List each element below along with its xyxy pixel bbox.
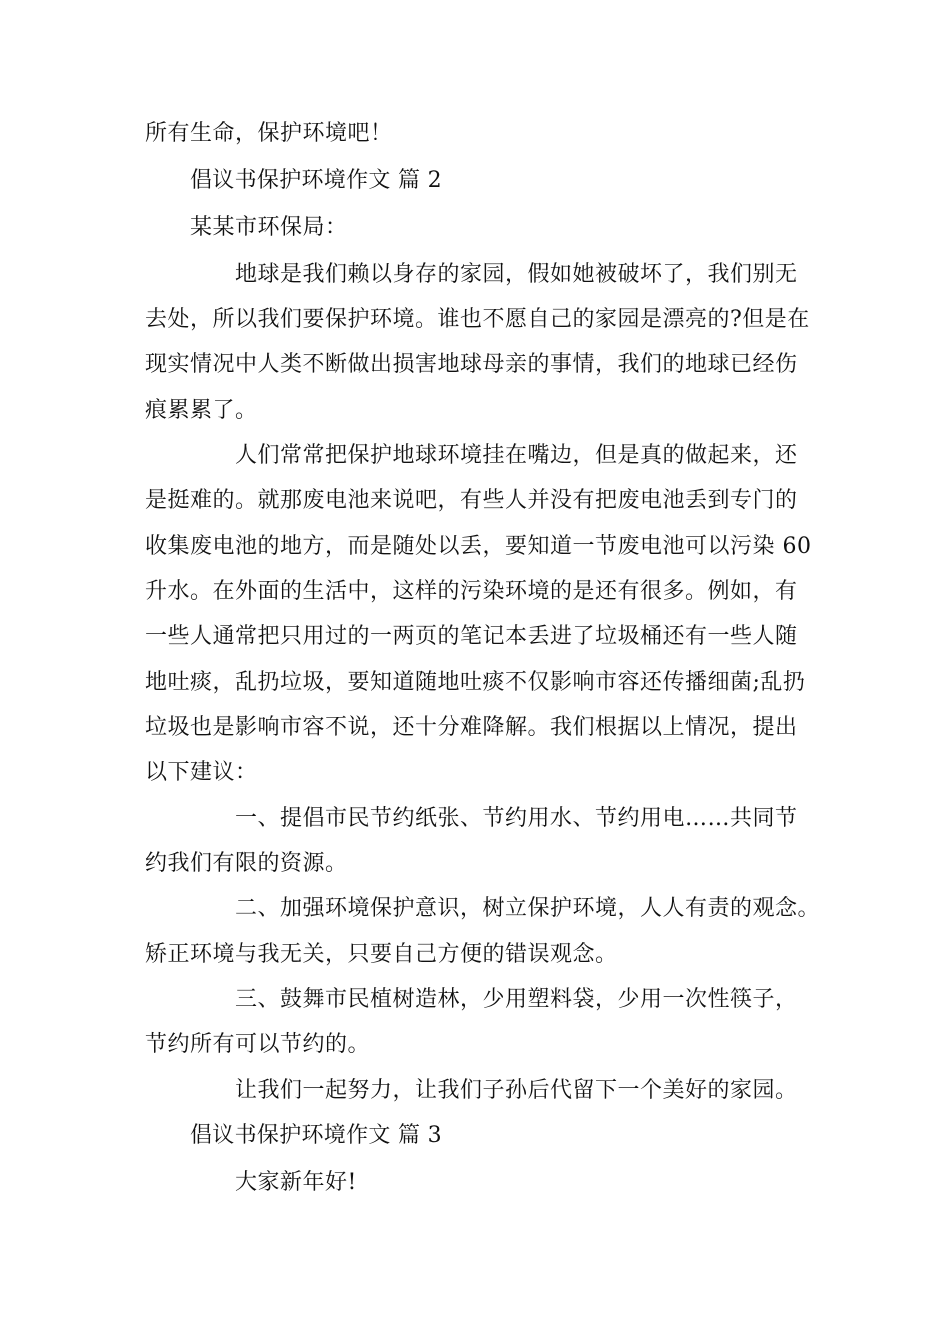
list-item: 三、鼓舞市民植树造林，少用塑料袋，少用一次性筷子， [235, 987, 798, 1012]
text-line: 垃圾也是影响市容不说，还十分难降解。我们根据以上情况，提出 [145, 715, 798, 740]
text-line: 现实情况中人类不断做出损害地球母亲的事情，我们的地球已经伤 [145, 352, 798, 377]
text-line: 让我们一起努力，让我们子孙后代留下一个美好的家园。 [235, 1078, 798, 1103]
text-line: 是挺难的。就那废电池来说吧，有些人并没有把废电池丢到专门的 [145, 488, 798, 513]
text-line: 矫正环境与我无关，只要自己方便的错误观念。 [145, 942, 618, 967]
greeting: 大家新年好! [235, 1170, 357, 1195]
list-item: 二、加强环境保护意识，树立保护环境，人人有责的观念。 [235, 896, 821, 921]
text-line: 约我们有限的资源。 [145, 851, 348, 876]
text-line: 人们常常把保护地球环境挂在嘴边，但是真的做起来，还 [235, 443, 798, 468]
text-line: 一些人通常把只用过的一两页的笔记本丢进了垃圾桶还有一些人随 [145, 624, 798, 649]
text-line: 升水。在外面的生活中，这样的污染环境的是还有很多。例如，有 [145, 579, 798, 604]
section-heading: 倡议书保护环境作文 篇 3 [190, 1123, 442, 1148]
text-line: 收集废电池的地方，而是随处以丢，要知道一节废电池可以污染 60 [145, 534, 812, 559]
text-line: 地球是我们赖以身存的家园，假如她被破坏了，我们别无 [235, 262, 798, 287]
section-heading: 倡议书保护环境作文 篇 2 [190, 168, 442, 193]
list-item: 一、提倡市民节约纸张、节约用水、节约用电……共同节 [235, 806, 798, 831]
text-line: 痕累累了。 [145, 398, 258, 423]
text-line: 地吐痰，乱扔垃圾，要知道随地吐痰不仅影响市容还传播细菌;乱扔 [145, 670, 806, 695]
text-line: 去处，所以我们要保护环境。谁也不愿自己的家园是漂亮的?但是在 [145, 307, 810, 332]
text-line: 以下建议： [145, 760, 258, 785]
text-line: 所有生命，保护环境吧！ [145, 121, 393, 146]
text-line: 节约所有可以节约的。 [145, 1032, 371, 1057]
salutation: 某某市环保局： [190, 215, 348, 240]
